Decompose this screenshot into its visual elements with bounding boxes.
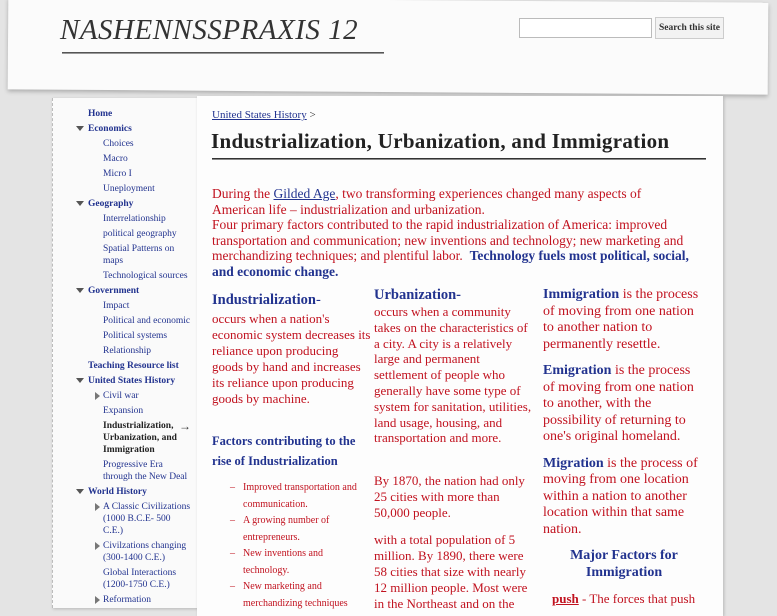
gilded-age-link[interactable]: Gilded Age	[273, 186, 336, 201]
sidebar-link-label[interactable]: Geography	[88, 199, 134, 209]
sidebar-link-label[interactable]: political geography	[103, 229, 177, 239]
breadcrumb-link-us-history[interactable]: United States History	[212, 109, 307, 121]
sidebar-item-world-history[interactable]	[53, 486, 199, 498]
sidebar-item-uneployment[interactable]	[53, 183, 199, 195]
sidebar-item-micro-i[interactable]	[53, 168, 199, 180]
sidebar-item-impact[interactable]	[53, 300, 199, 312]
sidebar-item-choices[interactable]	[53, 138, 199, 150]
intro-paragraph	[212, 186, 690, 279]
urbanization-heading: Urbanization-	[374, 287, 461, 303]
migration-text: is the process of moving from one location within a nation to another location within that same nation.	[543, 455, 698, 537]
sidebar-item-political-and-economic[interactable]	[53, 315, 199, 327]
sidebar-link-label[interactable]: Civilzations changing (300-1400 C.E.)	[103, 541, 187, 563]
sidebar-item-civilzations-changing-300-1400-c-e[interactable]	[53, 540, 199, 564]
sidebar-item-progressive-era-through-the-new-deal[interactable]	[53, 459, 199, 483]
sidebar-item-teaching-resource-list[interactable]	[53, 360, 199, 372]
sidebar-item-united-states-history[interactable]	[53, 375, 199, 387]
migration-definition	[543, 456, 705, 539]
emigration-definition	[543, 363, 705, 446]
migration-term: Migration	[543, 455, 604, 471]
page-title: Industrialization, Urbanization, and Immigration	[211, 129, 670, 153]
sidebar-link-label[interactable]: Global Interactions (1200-1750 C.E.)	[103, 568, 177, 590]
urbanization-definition: occurs when a community takes on the characteristics of a city. A city is a relatively large and permanent settlement of people who generally have some type of system for sanitation, utilities, land usage, housing, and transportation and more.	[374, 304, 532, 446]
heading-dash: -	[315, 292, 321, 308]
sidebar-link-label[interactable]: Political systems	[103, 331, 168, 341]
immigration-definition	[543, 287, 705, 353]
site-title[interactable]: NASHENNSSPRAXIS 12	[60, 14, 359, 46]
sidebar-link-label[interactable]: Government	[88, 286, 140, 296]
title-divider	[62, 52, 384, 54]
factor-item: – A growing number of entrepreneurs.	[230, 513, 370, 546]
expand-right-icon[interactable]	[95, 503, 100, 511]
urbanization-column	[374, 287, 536, 446]
intro-text-start: During the	[212, 186, 274, 201]
sidebar-item-expansion[interactable]	[53, 405, 199, 417]
sidebar-link-label[interactable]: Technological sources	[103, 271, 188, 281]
intro-factors-text: Four primary factors contributed to the rapid industrialization of America: improved transportation and communication; new inventions and technology; new marketing and merchandizing techniques; and plentiful labor.	[212, 217, 684, 263]
sidebar-link-label[interactable]: Civil war	[103, 391, 139, 401]
sidebar-link-label[interactable]: Expansion	[103, 406, 144, 416]
sidebar-item-reformation[interactable]	[53, 594, 199, 606]
push-text: - The forces that push	[578, 591, 696, 606]
factors-list	[230, 480, 370, 612]
factor-item: – New marketing and merchandizing techniques	[230, 579, 370, 612]
sidebar-item-home[interactable]	[53, 108, 199, 120]
immigration-text: is the process of moving from one nation to another nation to permanently resettle.	[543, 287, 699, 352]
factor-item: – New inventions and technology.	[230, 546, 370, 579]
sidebar-item-geography[interactable]	[53, 198, 199, 210]
sidebar-item-political-geography[interactable]	[53, 228, 199, 240]
expand-down-icon[interactable]	[76, 201, 84, 206]
sidebar-item-macro[interactable]	[53, 153, 199, 165]
breadcrumb-separator: >	[309, 109, 316, 121]
expand-right-icon[interactable]	[95, 392, 100, 400]
expand-down-icon[interactable]	[76, 489, 84, 494]
cities-1890-text: with a total population of 5 million. By 1890, there were 58 cities that size with nearly 12 million people. Most were in the Northeast and on the	[374, 532, 528, 611]
sidebar-item-industrialization-urbanization-and-immig[interactable]	[53, 420, 199, 456]
sidebar-link-label[interactable]: Political and economic	[103, 316, 191, 326]
sidebar-link-label[interactable]: Industrialization, Urbanization, and Immigration	[103, 421, 177, 455]
sidebar-item-government[interactable]	[53, 285, 199, 297]
search-input[interactable]	[519, 18, 652, 38]
major-factors-heading: Major Factors for Immigration	[570, 548, 678, 580]
expand-down-icon[interactable]	[76, 288, 84, 293]
push-term: push	[552, 591, 579, 606]
industrialization-column	[212, 291, 372, 407]
sidebar	[52, 98, 199, 608]
sidebar-link-label[interactable]: World History	[88, 487, 147, 497]
push-factor-line	[543, 591, 705, 607]
sidebar-item-interrelationship[interactable]	[53, 213, 199, 225]
cities-1870-text: By 1870, the nation had only 25 cities with more than 50,000 people.	[374, 473, 525, 520]
title-underline	[212, 158, 706, 160]
sidebar-link-label[interactable]: Impact	[103, 301, 130, 311]
sidebar-item-civil-war[interactable]	[53, 390, 199, 402]
sidebar-link-label[interactable]: United States History	[88, 376, 176, 386]
search-button[interactable]: Search this site	[655, 17, 724, 39]
sidebar-item-a-classic-civilizations-1000-b-c-e-500-c[interactable]	[53, 501, 199, 537]
immigration-term: Immigration	[543, 287, 620, 302]
sidebar-item-economics[interactable]	[53, 123, 199, 135]
factors-heading: Factors contributing to the rise of Industrialization	[212, 434, 356, 468]
sidebar-item-technological-sources[interactable]	[53, 270, 199, 282]
expand-down-icon[interactable]	[76, 126, 84, 131]
sidebar-link-label[interactable]: Choices	[103, 139, 134, 149]
technology-highlight: Technology fuels most political, social, and economic change.	[212, 248, 689, 279]
factor-item: – Improved transportation and communication.	[230, 480, 370, 513]
expand-right-icon[interactable]	[95, 596, 100, 604]
sidebar-link-label[interactable]: Teaching Resource list	[88, 361, 179, 371]
expand-down-icon[interactable]	[76, 378, 84, 383]
current-page-arrow-icon: →	[179, 419, 191, 433]
sidebar-nav	[53, 108, 199, 609]
sidebar-link-label[interactable]: Relationship	[103, 346, 152, 356]
sidebar-link-label[interactable]: Micro I	[103, 169, 132, 179]
sidebar-link-label[interactable]: Progressive Era through the New Deal	[103, 460, 188, 482]
sidebar-item-global-interactions-1200-1750-c-e[interactable]	[53, 567, 199, 591]
emigration-text: is the process of moving from one nation to another, with the possibility of returning to one's original homeland.	[543, 363, 694, 444]
industrialization-definition: occurs when a nation's economic system decreases its reliance upon producing goods by hand and increases its reliance upon producing goods by machine.	[212, 311, 371, 406]
expand-right-icon[interactable]	[95, 542, 100, 550]
breadcrumb	[212, 109, 316, 121]
sidebar-link-label[interactable]: Spatial Patterns on maps	[103, 244, 175, 266]
immigration-column	[543, 287, 705, 607]
sidebar-item-political-systems[interactable]	[53, 330, 199, 342]
sidebar-item-spatial-patterns-on-maps[interactable]	[53, 243, 199, 267]
sidebar-link-label[interactable]: Home	[88, 109, 113, 119]
sidebar-link-label[interactable]: Uneployment	[103, 184, 155, 194]
sidebar-link-label[interactable]: Economics	[88, 124, 132, 134]
sidebar-link-label[interactable]: A Classic Civilizations (1000 B.C.E- 500 C.E.)	[103, 502, 191, 536]
sidebar-link-label[interactable]: Reformation	[103, 595, 152, 605]
sidebar-item-relationship[interactable]	[53, 345, 199, 357]
sidebar-link-label[interactable]: Macro	[103, 154, 128, 164]
industrialization-heading: Industrialization	[212, 292, 316, 308]
intro-text-end: , two transforming experiences changed many aspects of American life – industrialization and urbanization.	[212, 186, 642, 217]
sidebar-link-label[interactable]: Interrelationship	[103, 214, 166, 224]
emigration-term: Emigration	[543, 363, 612, 378]
